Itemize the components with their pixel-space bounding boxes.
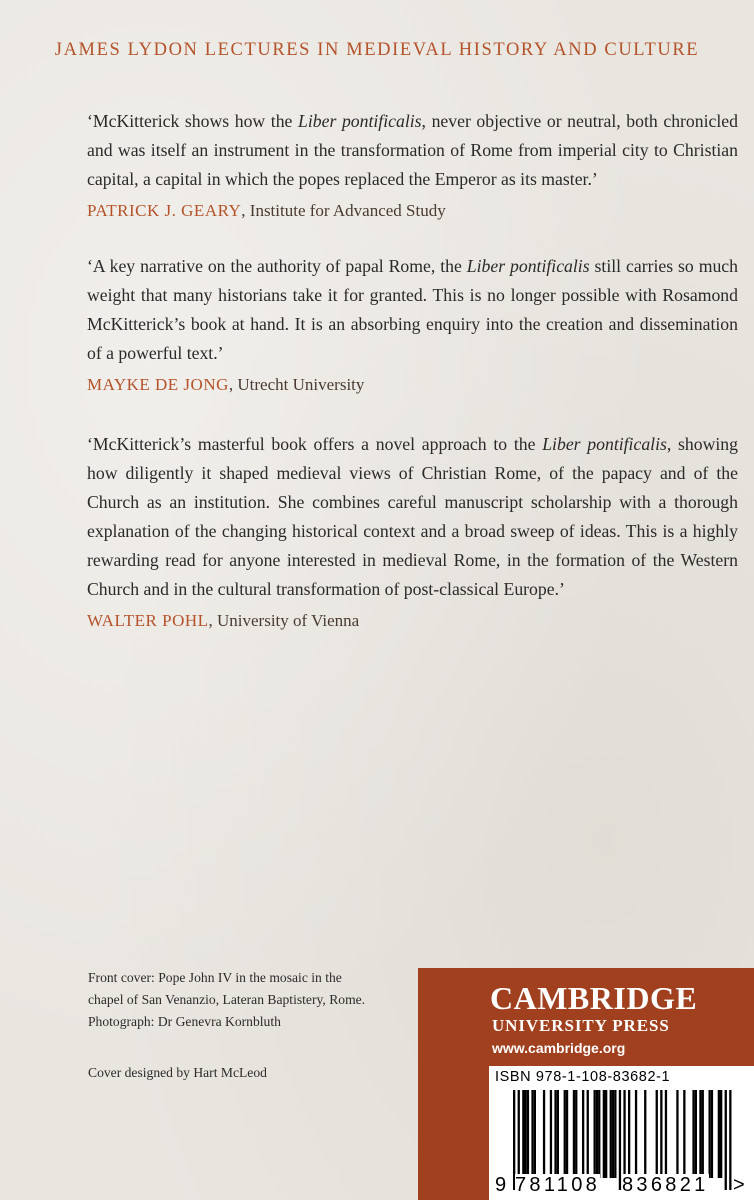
endorser-affiliation: , Institute for Advanced Study bbox=[241, 201, 446, 220]
barcode-digits bbox=[489, 1174, 754, 1198]
barcode-bar bbox=[711, 1090, 713, 1178]
barcode-bar bbox=[582, 1090, 584, 1178]
endorser-name: MAYKE DE JONG bbox=[87, 375, 229, 394]
barcode-bar bbox=[692, 1090, 694, 1178]
barcode-bar bbox=[596, 1090, 598, 1178]
quote-text: still carries so much weight that many historians take it for granted. This is no longer possible with Rosamond McKitterick’s book at hand. It is an absorbing enquiry into the creation and dissemination of a powerful text.’ bbox=[87, 256, 738, 363]
barcode-digits-left: 781108 bbox=[515, 1174, 601, 1196]
barcode-bar bbox=[665, 1090, 667, 1178]
barcode-bar bbox=[720, 1090, 722, 1178]
barcode-bar bbox=[709, 1090, 711, 1178]
barcode-bar bbox=[598, 1090, 600, 1178]
barcode-bar bbox=[644, 1090, 646, 1178]
endorsement-attribution bbox=[87, 608, 738, 634]
quote-text: ‘McKitterick’s masterful book offers a novel approach to the bbox=[87, 434, 543, 454]
barcode-bar bbox=[612, 1090, 614, 1178]
endorsement-quote bbox=[87, 252, 738, 368]
barcode-bar bbox=[702, 1090, 704, 1178]
book-title-italic: Liber pontificalis bbox=[298, 111, 422, 131]
barcode-bar bbox=[695, 1090, 697, 1178]
endorsement-quote bbox=[87, 430, 738, 604]
book-title-italic: Liber pontificalis bbox=[466, 256, 590, 276]
barcode-bar bbox=[610, 1090, 612, 1178]
barcode-bar bbox=[543, 1090, 545, 1178]
series-title: JAMES LYDON LECTURES IN MEDIEVAL HISTORY AND CULTURE bbox=[54, 40, 700, 60]
barcode-bar bbox=[594, 1090, 596, 1178]
barcode-bar bbox=[527, 1090, 529, 1178]
barcode-bar bbox=[550, 1090, 552, 1178]
publisher-url: www.cambridge.org bbox=[492, 1040, 626, 1056]
endorsement-attribution bbox=[87, 372, 738, 398]
barcode-bar bbox=[718, 1090, 720, 1178]
barcode-bar bbox=[628, 1090, 630, 1178]
quote-text: , never objective or neutral, both chronicled and was itself an instrument in the transformation of Rome from imperial city to Christian capital, a capital in which the popes replaced the Emperor as its master.’ bbox=[87, 111, 738, 189]
barcode-bar bbox=[614, 1090, 616, 1178]
endorsement-de-jong bbox=[87, 252, 738, 398]
publisher-press: UNIVERSITY PRESS bbox=[492, 1016, 670, 1035]
credit-line: chapel of San Venanzio, Lateran Baptistery, Rome. bbox=[88, 992, 366, 1007]
endorser-affiliation: , University of Vienna bbox=[208, 611, 360, 630]
endorsement-attribution bbox=[87, 198, 738, 224]
publisher-name: CAMBRIDGE bbox=[490, 980, 698, 1016]
quote-text: ‘McKitterick shows how the bbox=[87, 111, 299, 131]
endorser-name: WALTER POHL bbox=[87, 611, 209, 630]
barcode-bar bbox=[635, 1090, 637, 1178]
barcode-guard-mark: > bbox=[733, 1174, 745, 1196]
cover-image-credit bbox=[88, 967, 365, 1033]
barcode-bar bbox=[531, 1090, 533, 1178]
barcode-bar bbox=[573, 1090, 575, 1178]
barcode-bar bbox=[660, 1090, 662, 1178]
barcode-bar bbox=[656, 1090, 658, 1178]
barcode-bar bbox=[557, 1090, 559, 1178]
isbn-label: ISBN 978-1-108-83682-1 bbox=[495, 1069, 671, 1085]
endorsement-geary bbox=[87, 107, 738, 224]
barcode-bar bbox=[676, 1090, 678, 1178]
quote-text: ‘A key narrative on the authority of papal Rome, the bbox=[87, 256, 467, 276]
isbn-barcode bbox=[489, 1066, 754, 1200]
cover-designer-credit: Cover designed by Hart McLeod bbox=[88, 1065, 267, 1080]
barcode-bar bbox=[683, 1090, 685, 1178]
barcode-digit-first: 9 bbox=[495, 1174, 507, 1196]
barcode-digits-right: 836821 bbox=[622, 1174, 709, 1196]
barcode-bar bbox=[603, 1090, 605, 1178]
barcode-bar bbox=[525, 1090, 527, 1178]
barcode-bar bbox=[564, 1090, 566, 1178]
endorser-name: PATRICK J. GEARY bbox=[87, 201, 242, 220]
barcode-bar bbox=[534, 1090, 536, 1178]
publisher-logo-box bbox=[418, 968, 754, 1200]
credit-line: Photograph: Dr Genevra Kornbluth bbox=[88, 1014, 281, 1029]
endorser-affiliation: , Utrecht University bbox=[228, 375, 365, 394]
endorsement-quote bbox=[87, 107, 738, 194]
endorsement-pohl bbox=[87, 430, 738, 634]
book-title-italic: Liber pontificalis bbox=[542, 434, 667, 454]
barcode-bar bbox=[699, 1090, 701, 1178]
barcode-bar bbox=[575, 1090, 577, 1178]
credit-line: Front cover: Pope John IV in the mosaic in the bbox=[88, 970, 342, 985]
barcode-bar bbox=[605, 1090, 607, 1178]
barcode-bar bbox=[554, 1090, 556, 1178]
barcode-bar bbox=[522, 1090, 524, 1178]
barcode-bar bbox=[566, 1090, 568, 1178]
barcode-bar bbox=[587, 1090, 589, 1178]
quote-text: , showing how diligently it shaped medieval views of Christian Rome, of the papacy and of the Church as an institution. She combines careful manuscript scholarship with a thorough explanation of the changing historical context and a broad sweep of ideas. This is a highly rewarding read for anyone interested in medieval Rome, in the formation of the Western Church and in the cultural transformation of post-classical Europe.’ bbox=[87, 434, 738, 599]
